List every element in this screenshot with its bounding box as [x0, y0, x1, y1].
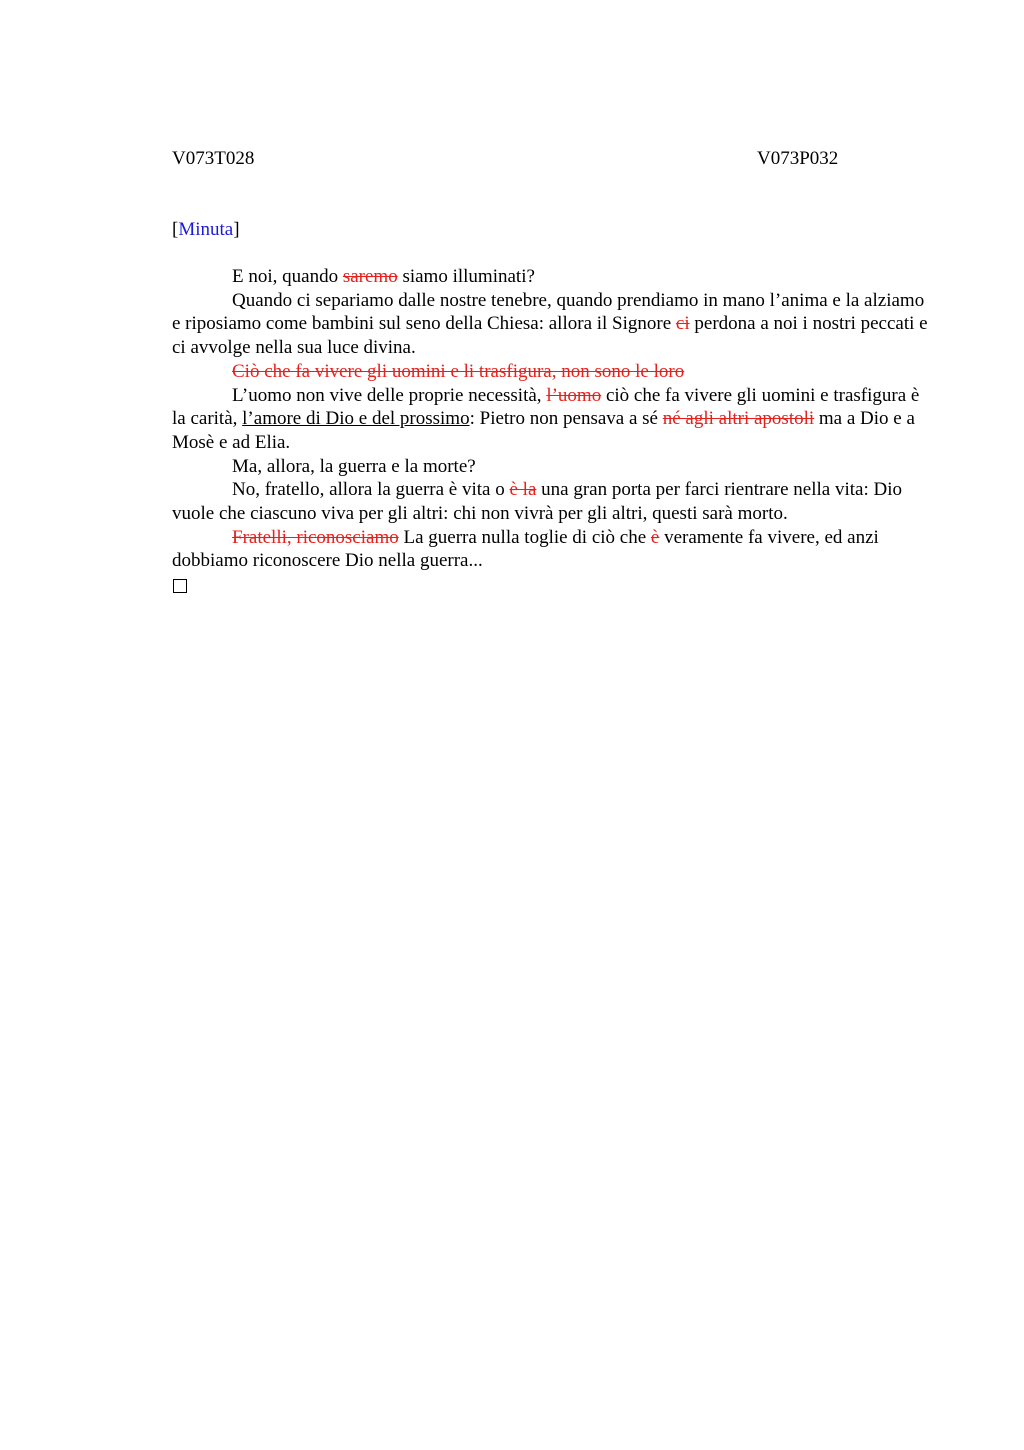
deleted-text: Ciò che fa vivere gli uomini e li trasfigura, non sono le loro — [232, 360, 685, 382]
underlined-text: l’amore di Dio e del prossimo — [242, 408, 470, 430]
label-close-bracket: ] — [233, 219, 240, 240]
text-run: una gran porta per farci rientrare nella vita: Dio vuole che ciascuno viva per gli altri: chi non vivrà per gli altri, questi sarà morto. — [172, 479, 902, 525]
section-label — [172, 218, 240, 242]
deleted-text: l’uomo — [546, 384, 602, 406]
text-run: Quando ci separiamo dalle nostre tenebre, quando prendiamo in mano l’anima e la alziamo e riposiamo come bambini sul seno della Chiesa: allora il Signore — [172, 289, 925, 335]
paragraph-1 — [172, 265, 932, 289]
text-run: La guerra nulla toglie di ciò che — [398, 526, 651, 548]
text-run: veramente fa vivere, ed anzi dobbiamo riconoscere Dio nella guerra... — [172, 526, 879, 572]
text-run: L’uomo non vive delle proprie necessità, — [232, 384, 547, 406]
deleted-text: saremo — [342, 266, 398, 287]
text-run: ciò che fa vivere gli uomini e trasfigura è la carità, — [172, 384, 920, 430]
transcription-body — [172, 265, 932, 593]
label-open-bracket: [ — [172, 219, 179, 240]
text-run: E noi, quando — [232, 266, 343, 287]
deleted-text: ci — [675, 313, 690, 335]
text-run: Ma, allora, la guerra e la morte? — [232, 455, 476, 477]
text-run: : Pietro non pensava a sé — [469, 408, 663, 430]
paragraph-5 — [172, 455, 932, 479]
paragraph-6 — [172, 478, 932, 525]
paragraph-4 — [172, 384, 932, 455]
deleted-text: è — [650, 526, 660, 548]
paragraph-3 — [172, 360, 932, 384]
document-code-left: V073T028 — [172, 148, 255, 169]
document-code-right: V073P032 — [757, 148, 839, 169]
text-run: perdona a noi i nostri peccati e ci avvolge nella sua luce divina. — [172, 313, 928, 359]
text-run: siamo illuminati? — [397, 266, 535, 287]
deleted-text: Fratelli, riconosciamo — [232, 526, 399, 548]
empty-square-icon — [173, 579, 187, 593]
paragraph-2 — [172, 289, 932, 360]
text-run: ma a Dio e a Mosè e ad Elia. — [172, 408, 915, 453]
paragraph-7 — [172, 526, 932, 573]
label-minuta: Minuta — [178, 219, 234, 240]
deleted-text: è la — [509, 479, 537, 501]
deleted-text: né agli altri apostoli — [662, 408, 815, 430]
text-run: No, fratello, allora la guerra è vita o — [232, 479, 510, 501]
